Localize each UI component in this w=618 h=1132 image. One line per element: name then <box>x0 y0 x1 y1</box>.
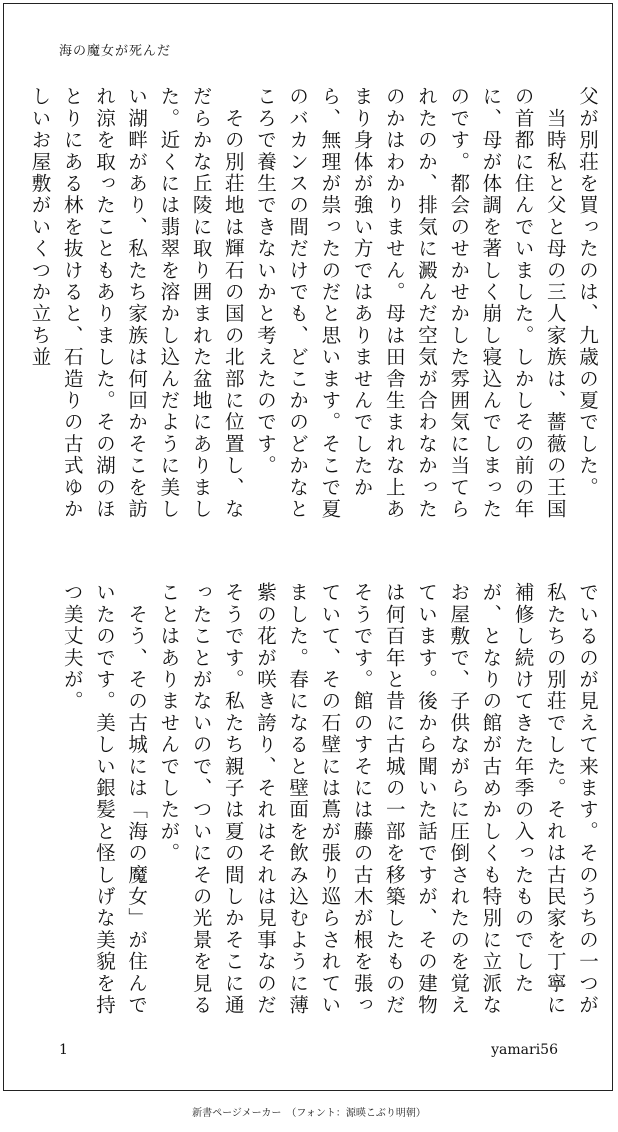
page-number: 1 <box>59 1042 68 1058</box>
page-title: 海の魔女が死んだ <box>59 44 172 59</box>
text-block-upper <box>28 86 603 526</box>
text-block-lower <box>55 582 603 1022</box>
book-page <box>3 3 613 1091</box>
paragraph: そう、その古城には「海の魔女」が住んでいたのです。美しい銀髪と怪しげな美貌を持つ美丈夫が。 <box>60 582 149 1016</box>
paragraph: 父が別荘を買ったのは、九歳の夏でした。 <box>576 86 599 499</box>
paragraph: でいるのが見えて来ます。そのうちの一つが私たちの別荘でした。それは古民家を丁寧に補修し続けてきた年季の入ったものでしたが、となりの館が古めかしくも特別に立派なお屋敷で、子供ながらに圧倒されたのを覚えています。後から聞いた話ですが、その建物は何百年と昔に古城の一部を移築したものだそうです。館のすそには藤の古木が根を張っていて、その石壁には蔦が張り巡らされていました。春になると壁面を飲み込むように薄紫の花が咲き誇り、それはそれは見事なのだそうです。私たち親子は夏の間しかそこに通ったことがないので、ついにその光景を見ることはありませんでしたが。 <box>157 582 599 1016</box>
app-credit-caption: 新書ページメーカー （フォント：源暎こぶり明朝） <box>192 1108 426 1119</box>
paragraph: 当時私と父と母の三人家族は、薔薇の王国の首都に住んでいました。しかしその前の年に、母が体調を著しく崩し寝込んでしまったのです。都会のせかせかした雰囲気に当てられたのか、排気に澱んだ空気が合わなかったのかはわかりません。母は田舎生まれな上あまり身体が強い方ではありませんでしたから、無理が祟ったのだと思います。そこで夏のバカンスの間だけでも、どこかのどかなところで養生できないかと考えたのです。 <box>253 86 567 520</box>
author-name: yamari56 <box>491 1042 558 1058</box>
paragraph: その別荘地は輝石の国の北部に位置し、なだらかな丘陵に取り囲まれた盆地にありました。近くには翡翠を溶かし込んだように美しい湖畔があり、私たち家族は何回かそこを訪れ涼を取ったこともありました。その湖のほとりにある林を抜けると、石造りの古式ゆかしいお屋敷がいくつか立ち並 <box>28 86 245 520</box>
